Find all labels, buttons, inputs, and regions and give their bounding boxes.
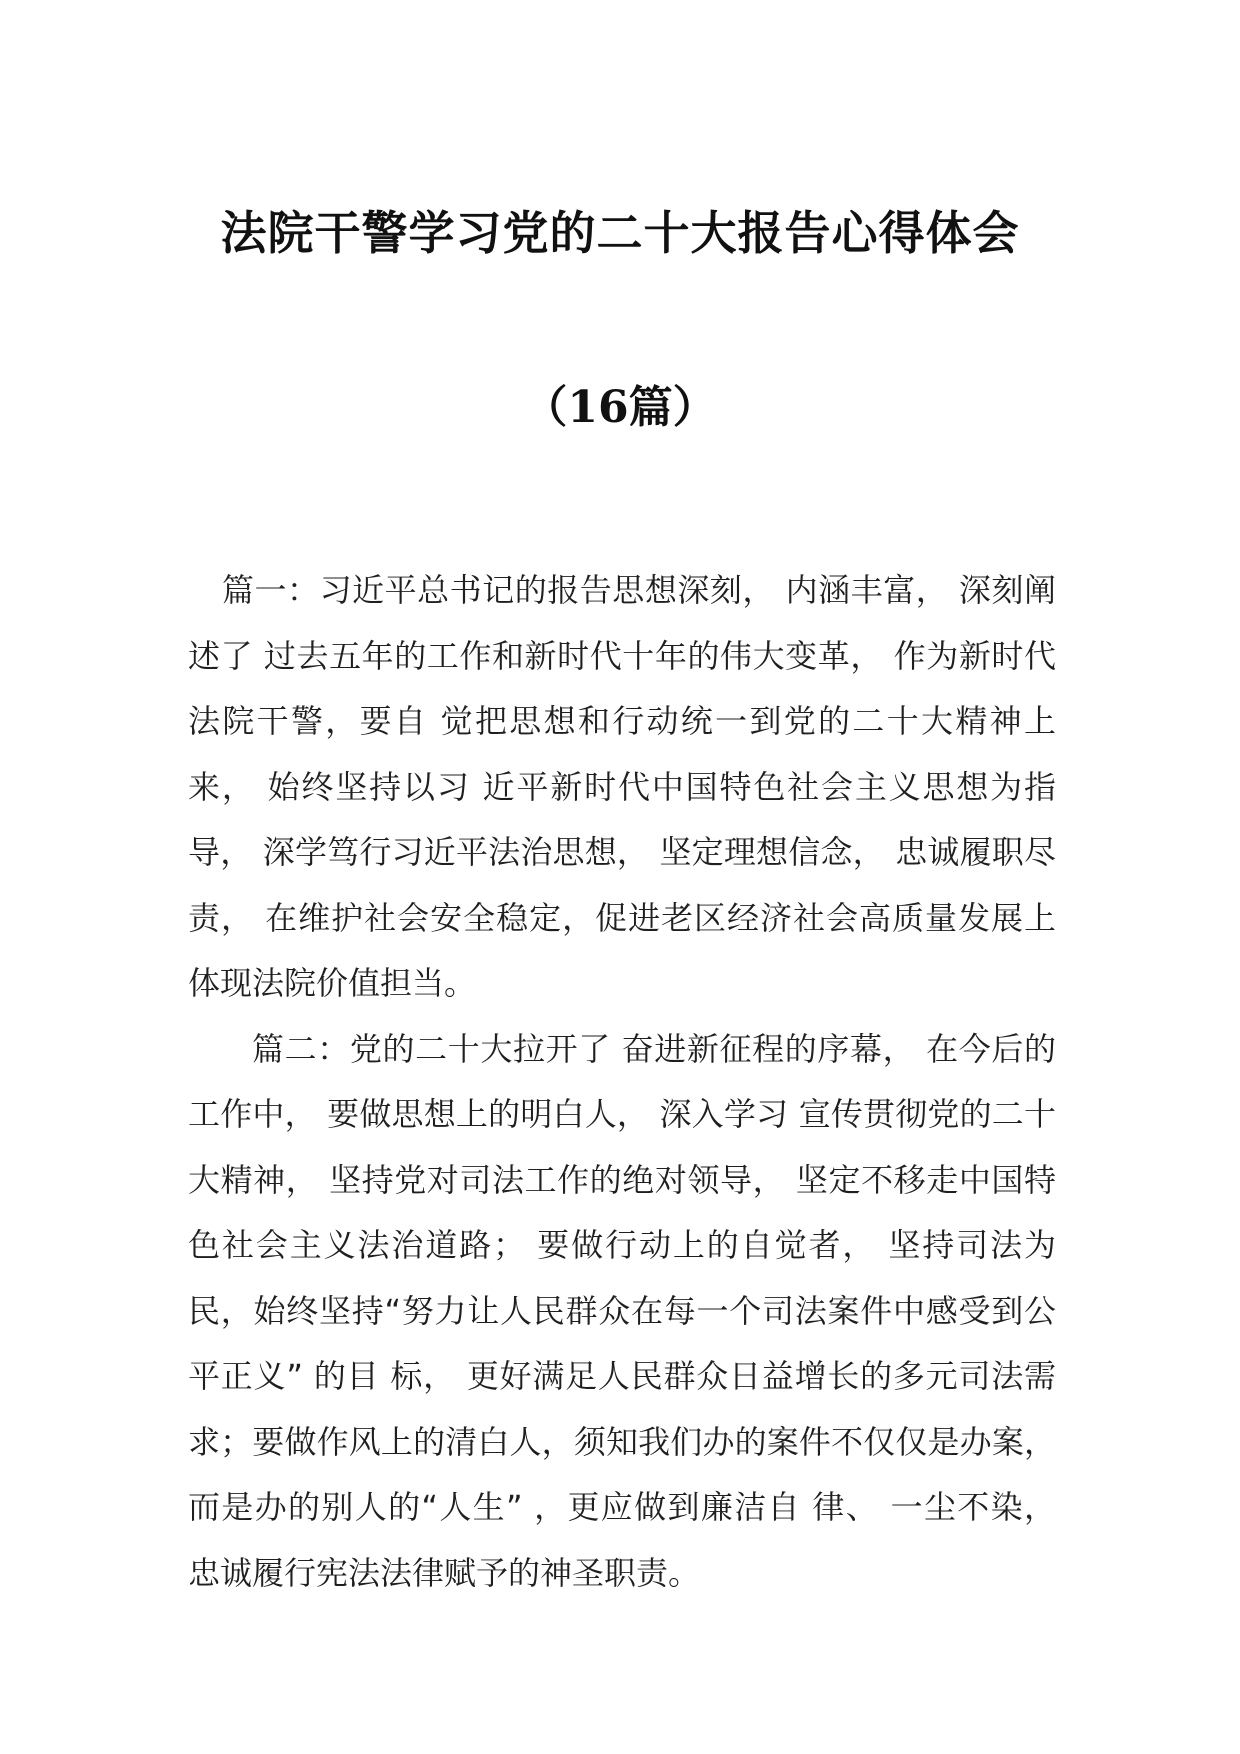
document-body [188,558,1056,1606]
document-title: 法院干警学习党的二十大报告心得体会 [220,206,1020,260]
document-subtitle: （16篇） [523,382,717,433]
paragraph-2: 篇二：党的二十大拉开了 奋进新征程的序幕， 在今后的工作中， 要做思想上的明白人， 深入学习 宣传贯彻党的二十大精神， 坚持党对司法工作的绝对领导， 坚定不移走中国特色社会主义法治道路； 要做行动上的自觉者， 坚持司法为民，始终坚持“努力让人民群众在每一个司法案件中感受到公平正义” 的目 标， 更好满足人民群众日益增长的多元司法需求；要做作风上的清白人，须知我们办的案件不仅仅是办案， 而是办的别人的“人生” ，更应做到廉洁自 律、 一尘不染， 忠诚履行宪法法律赋予的神圣职责。 [188,1029,1056,1592]
paragraph-1: 篇一：习近平总书记的报告思想深刻， 内涵丰富， 深刻阐述了 过去五年的工作和新时代十年的伟大变革， 作为新时代法院干警，要自 觉把思想和行动统一到党的二十大精神上来， 始终坚持以习 近平新时代中国特色社会主义思想为指导， 深学笃行习近平法治思想， 坚定理想信念， 忠诚履职尽责， 在维护社会安全稳定，促进老区经济社会高质量发展上体现法院价值担当。 [188,571,1056,1002]
